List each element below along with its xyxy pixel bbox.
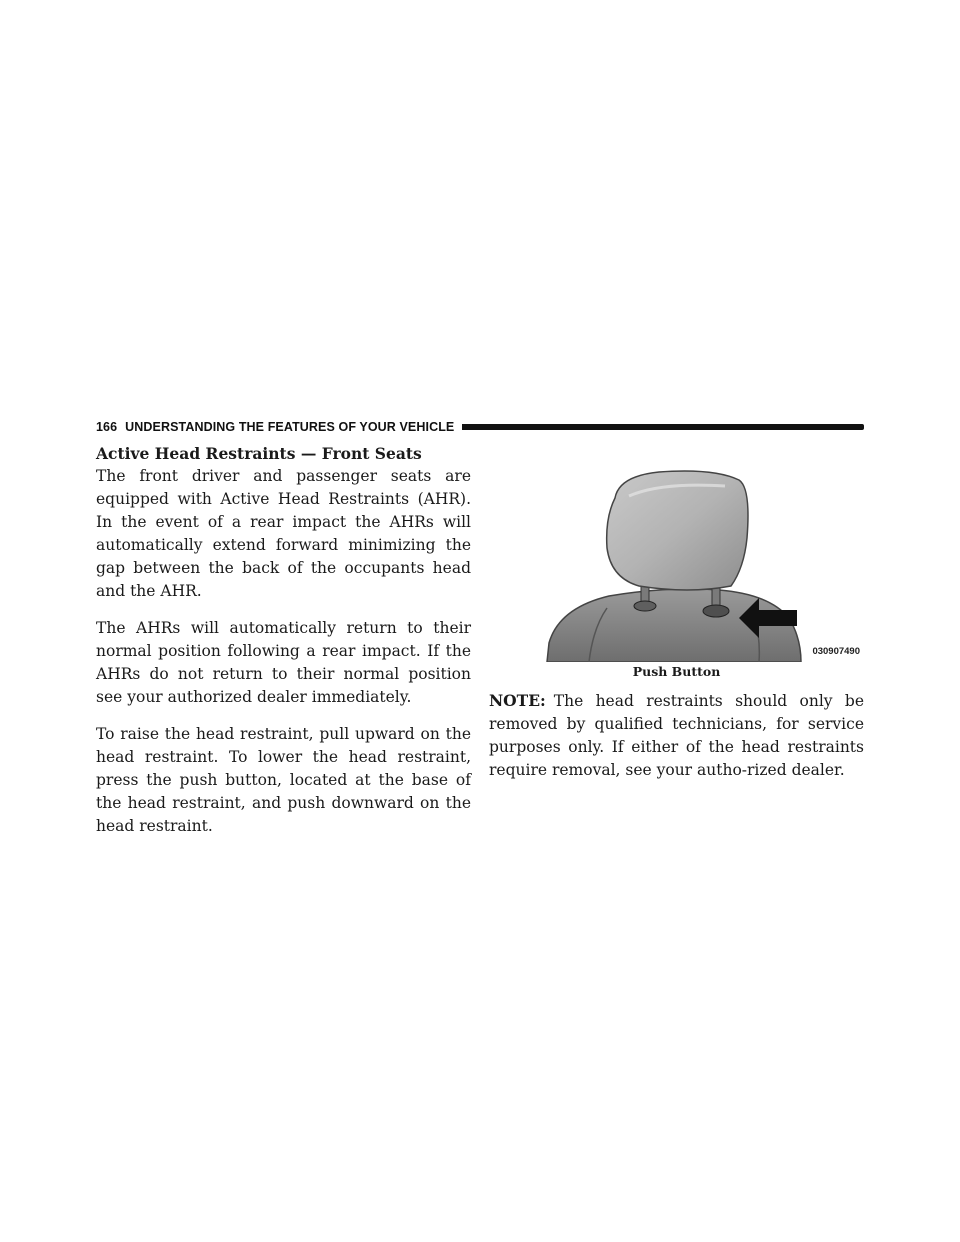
page-header xyxy=(96,417,864,437)
right-column xyxy=(489,468,864,796)
section-heading: Active Head Restraints — Front Seats xyxy=(96,444,422,463)
figure-caption: Push Button xyxy=(632,664,721,679)
paragraph-ahr-return: The AHRs will automatically return to their normal position following a rear impact. If the AHRs do not return to their normal position see your authorized dealer immediately. xyxy=(96,619,471,706)
head-restraint-figure xyxy=(489,468,864,662)
paragraph-ahr-intro: The front driver and passenger seats are equipped with Active Head Restraints (AHR). In the event of a rear impact the AHRs will automatically extend forward minimizing the gap between the back of the occupants head and the AHR. xyxy=(96,467,471,600)
page-number: 166 xyxy=(96,420,118,434)
note-text: The head restraints should only be removed by qualified technicians, for service purposes only. If either of the head restraints require removal, see your autho-rized dealer. xyxy=(489,692,864,779)
header-rule xyxy=(462,424,864,430)
figure-code: 030907490 xyxy=(812,646,860,657)
paragraph-raise-lower: To raise the head restraint, pull upward on the head restraint. To lower the head restraint, press the push button, located at the base of the head restraint, and push downward on the head restraint. xyxy=(96,725,471,835)
note-label: NOTE: xyxy=(489,691,546,710)
section-title: UNDERSTANDING THE FEATURES OF YOUR VEHICLE xyxy=(125,420,455,434)
head-restraint-illustration xyxy=(489,468,864,662)
note-paragraph xyxy=(489,689,864,782)
left-column xyxy=(96,443,471,852)
